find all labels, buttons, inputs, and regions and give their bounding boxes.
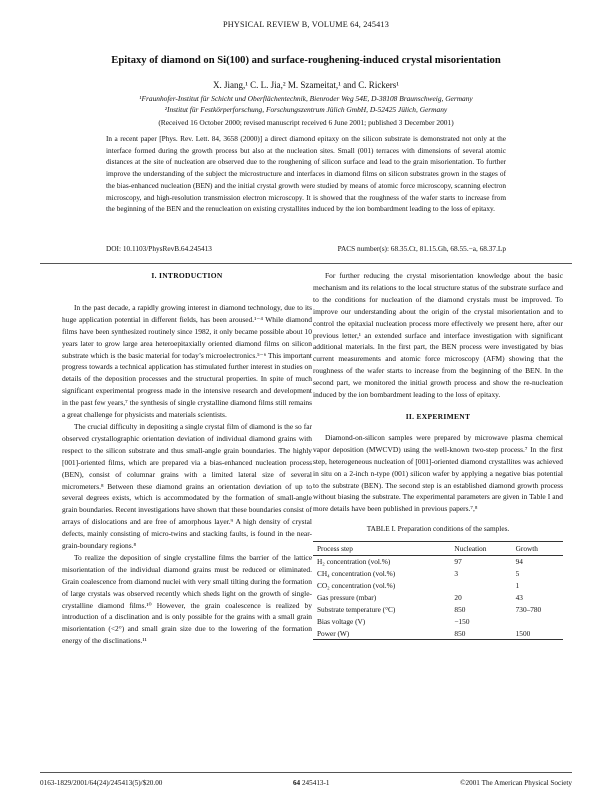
table-cell: H₂ concentration (vol.%) (317, 557, 391, 567)
table-cell: 1 (515, 580, 520, 590)
paper-title: Epitaxy of diamond on Si(100) and surface-roughening-induced crystal misorientation (111, 55, 501, 66)
table-cell: 730–780 (515, 604, 542, 614)
page-number (293, 779, 330, 787)
page-id: 245413-1 (301, 779, 330, 787)
section-heading-experiment: II. EXPERIMENT (405, 411, 471, 421)
page-footer (40, 779, 572, 787)
table-header-cell: Process step (317, 543, 353, 553)
copyright: ©2001 The American Physical Society (460, 779, 572, 787)
table-cell (516, 616, 563, 628)
right-column (313, 270, 563, 640)
left-column (62, 270, 312, 647)
preparation-table (313, 541, 563, 640)
table-cell: Power (W) (317, 628, 350, 638)
footer-code: 0163-1829/2001/64(24)/245413(5)/$20.00 (40, 779, 163, 787)
table-cell: 850 (454, 628, 466, 638)
table-cell: Bias voltage (V) (317, 616, 366, 626)
table-cell: CO₂ concentration (vol.%) (317, 580, 396, 590)
intro-paragraph: The crucial difficulty in depositing a single crystal film of diamond is the so far observed crystallographic orientation deviation of individual diamond grains with respect to the silicon substrate and thus small-angle grain boundaries. The highly [001]-oriented films, which are prepared via a bias-enhanced nucleation process (BEN), consist of columnar grains with a limited lateral size of several micrometers.⁸ Between these diamond grains an orientation deviation of up to several degrees exists, which is accommodated by the formation of small-angle grain boundaries. Recent investigations have shown that these boundaries consist of arrays of dislocations and are free of amorphous layer.⁹ A high density of crystal defects, mainly consisting of micro-twins and stacking faults, is found in the near-grain-boundary regions.⁸ (62, 421, 312, 551)
table-cell: 94 (515, 557, 523, 567)
table-cell: Gas pressure (mbar) (317, 592, 377, 602)
table-cell (454, 580, 515, 592)
table-row (313, 628, 563, 640)
table-row (313, 556, 563, 568)
submission-dates: (Received 16 October 2000; revised manuscript received 6 June 2001; published 3 December 2001) (158, 118, 454, 127)
footer-divider (40, 772, 572, 773)
section-heading-introduction: I. INTRODUCTION (151, 271, 223, 280)
table-cell: 97 (454, 557, 462, 567)
table-cell: 43 (515, 592, 523, 602)
table-row (313, 616, 563, 628)
table-header-row (313, 542, 563, 556)
header-divider (40, 263, 572, 264)
doi-pacs-line (106, 244, 506, 253)
author-list: X. Jiang,¹ C. L. Jia,² M. Szameitat,¹ and C. Rickers¹ (212, 80, 400, 90)
journal-header: PHYSICAL REVIEW B, VOLUME 64, 245413 (222, 20, 390, 29)
table-header-cell: Growth (515, 543, 538, 553)
table-cell: 20 (454, 592, 462, 602)
body-paragraph: For further reducing the crystal misorientation knowledge about the basic mechanism and its relations to the local structure status of the substrate surface and to the conditions for nucleation of the diamond crystals must be improved. To improve our understanding about the origin of the crystal misorientation and to control the epitaxial nucleation process more effectively we present here, after our previous letter,¹ an extended surface and interface investigation with significant additional materials. In the first part, the BEN process were investigated by bias current measurements and atomic force microscopy (AFM) showing that the roughness of the wafer starts to increase from the beginning of the BEN. In the second part, we monitored the initial growth process and show the re-nucleation induced by the ion bombardment leading to the loss of epitaxy. (313, 271, 563, 400)
abstract: In a recent paper [Phys. Rev. Lett. 84, 3658 (2000)] a direct diamond epitaxy on the silicon substrate is demonstrated not only at the interface formed during the growth process but also at the nucleation sites. Small (001) terraces with dimensions of several atomic distances at the site of nucleation are observed due to the roughening of silicon surface and lead to the grain misorientation. To further improve the understanding of the subject the microstructure and interfaces in diamond films on silicon substrates grown in the stages of the bias-enhanced nucleation (BEN) and the initial crystal growth were studied by means of atomic force microscopy, scanning electron microscopy, and high-resolution transmission electron microscopy. It is showed that the roughness of the wafer starts to increase from the beginning of the BEN and the renucleation on existing crystallites induced by the ion bombardment leading to the loss of epitaxy. (106, 134, 506, 214)
table-cell: 3 (454, 569, 459, 579)
table-cell: Substrate temperature (°C) (317, 604, 396, 614)
doi[interactable]: DOI: 10.1103/PhysRevB.64.245413 (106, 244, 212, 253)
table-row (313, 568, 563, 580)
experiment-paragraph: Diamond-on-silicon samples were prepared by microwave plasma chemical vapor deposition (MWCVD) using the well-known two-step process.⁷ In the first step, heterogeneous nucleation of [001]-oriented diamond crystallites was achieved in situ on a 2-inch n-type (001) silicon wafer by applying a negative bias potential to the substrate (BEN). The second step is an established diamond growth process without biasing the substrate. The experimental parameters are given in Table I and more details have been published in previous papers.⁷,⁸ (313, 432, 563, 514)
affiliation-2: ²Institut für Festkörperforschung, Forschungszentrum Jülich GmbH, D-52425 Jülich, Germany (164, 105, 448, 114)
table-cell: 5 (515, 569, 520, 579)
affiliation-1: ¹Fraunhofer-Institut für Schicht und Oberflächentechnik, Bienroder Weg 54E, D-38108 Braunschweig, Germany (139, 94, 473, 103)
page-volume: 64 (292, 779, 301, 787)
table-row (313, 580, 563, 592)
table-row (313, 604, 563, 616)
intro-paragraph: In the past decade, a rapidly growing interest in diamond technology, due to its huge application potential in different fields, has been aroused.¹⁻⁴ While diamond films have been synthesized routinely since 1982, it only became possible about 10 years later to grow large area heteroepitaxially oriented diamond films on silicon substrate which is the basic material for today’s microelectronics.⁵⁻⁶ This important progress towards a technical application has stimulated further interest in studies on details of the deposition processes and the structural properties. In spite of much significant experimental progress made in the intensive research and development in the past few years,⁷ the synthesis of single crystalline diamond films still remains a great challenge for physicists and materials scientists. (62, 302, 312, 420)
table-cell: CH₄ concentration (vol.%) (317, 569, 396, 579)
table-cell: 1500 (515, 628, 531, 638)
table-cell: −150 (454, 616, 470, 626)
table-header-cell: Nucleation (454, 543, 487, 553)
table-caption: TABLE I. Preparation conditions of the samples. (366, 524, 510, 534)
table-row (313, 592, 563, 604)
pacs-numbers: PACS number(s): 68.35.Ct, 81.15.Gh, 68.55.−a, 68.37.Lp (337, 244, 506, 253)
intro-paragraph: To realize the deposition of single crystalline films the barrier of the lattice misorientation of the individual diamond grains must be reduced or eliminated. Grain coalescence from diamond nuclei with very small tilting during the formation of large crystals was observed recently which sheds light on the growth of single-crystalline diamond films.¹⁰ However, the grain coalescence is realized by introduction of a disclination and is only possible for the grains with a small grain misorientation (<2°) and small grain size due to the lowering of the formation energy of the disclinations.¹¹ (62, 552, 312, 646)
table-cell: 850 (454, 604, 466, 614)
